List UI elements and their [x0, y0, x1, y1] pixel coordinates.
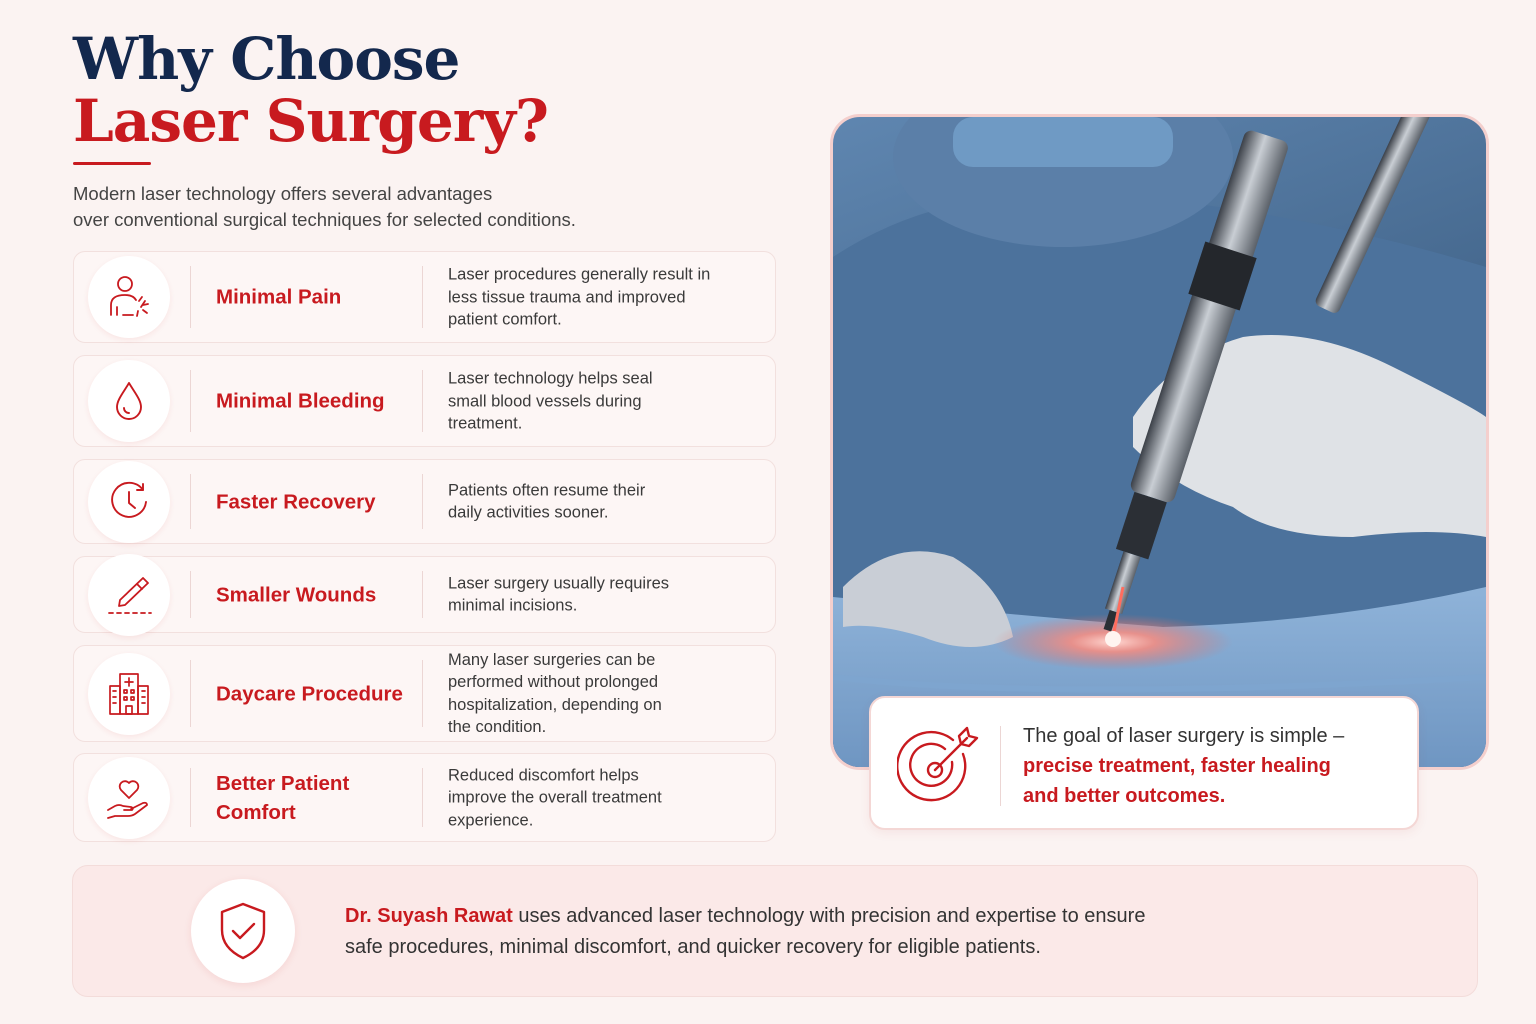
benefit-card-minimal-pain [73, 251, 776, 343]
divider [422, 474, 423, 529]
statement-text: uses advanced laser technology with precision and expertise to ensure [512, 905, 1146, 927]
clock-icon [103, 476, 155, 528]
benefit-card-better-patient-comfort [73, 753, 776, 842]
desc-line: Laser technology helps seal [448, 369, 653, 388]
benefit-label: Daycare Procedure [216, 682, 403, 705]
blood-drop-icon-circle [88, 360, 170, 442]
title-underline [73, 162, 151, 165]
benefit-label: Minimal Bleeding [216, 389, 385, 413]
page-subtitle [73, 181, 693, 233]
clock-icon-circle [88, 461, 170, 543]
benefit-label [216, 769, 416, 827]
label-line: Comfort [216, 800, 296, 824]
target-arrow-icon [897, 722, 985, 810]
desc-line: Laser surgery usually requires [448, 574, 670, 592]
desc-line: improve the overall treatment [448, 788, 662, 807]
benefit-label: Minimal Pain [216, 285, 342, 309]
shield-check-icon-circle [191, 879, 295, 983]
goal-text-highlight-1: precise treatment, faster healing [1023, 755, 1331, 777]
desc-line: experience. [448, 810, 534, 829]
benefit-description [448, 263, 753, 331]
desc-line: small blood vessels during [448, 391, 642, 410]
divider [1000, 726, 1001, 806]
subtitle-line-2: over conventional surgical techniques for selected conditions. [73, 209, 576, 230]
shield-check-icon [210, 898, 276, 964]
divider [190, 571, 191, 618]
doctor-banner [72, 865, 1478, 997]
benefit-card-daycare-procedure [73, 645, 776, 742]
divider [190, 660, 191, 727]
desc-line: daily activities sooner. [448, 503, 609, 522]
laser-surgery-photo [830, 114, 1489, 770]
benefit-card-faster-recovery [73, 459, 776, 544]
benefit-card-smaller-wounds [73, 556, 776, 633]
subtitle-line-1: Modern laser technology offers several advantages [73, 183, 493, 204]
desc-line: Laser procedures generally result in [448, 265, 711, 284]
hospital-icon-circle [88, 653, 170, 735]
desc-line: performed without prolonged [448, 673, 659, 691]
title-line-2: Laser Surgery? [73, 87, 548, 155]
desc-line: treatment. [448, 414, 523, 433]
divider [190, 370, 191, 432]
benefit-card-minimal-bleeding [73, 355, 776, 447]
heart-hand-icon [103, 772, 155, 824]
person-pain-icon-circle [88, 256, 170, 338]
desc-line: Reduced discomfort helps [448, 765, 639, 784]
doctor-statement-line-2: safe procedures, minimal discomfort, and quicker recovery for eligible patients. [345, 936, 1041, 958]
scalpel-icon-circle [88, 554, 170, 636]
desc-line: the condition. [448, 718, 547, 736]
benefit-label: Smaller Wounds [216, 583, 377, 606]
divider [190, 266, 191, 328]
desc-line: hospitalization, depending on [448, 695, 662, 714]
divider [190, 768, 191, 827]
benefit-description [448, 479, 753, 524]
divider [190, 474, 191, 529]
benefit-description [448, 367, 753, 435]
benefit-description [448, 649, 753, 739]
doctor-statement [345, 901, 1245, 963]
desc-line: Many laser surgeries can be [448, 650, 656, 669]
title-line-1: Why Choose [73, 25, 460, 93]
desc-line: Patients often resume their [448, 481, 646, 499]
person-pain-icon [103, 271, 155, 323]
divider [422, 660, 423, 727]
desc-line: patient comfort. [448, 310, 562, 329]
divider [422, 370, 423, 432]
benefit-description [448, 572, 753, 617]
benefit-label: Faster Recovery [216, 490, 376, 513]
page-title [73, 25, 548, 155]
desc-line: minimal incisions. [448, 596, 578, 615]
divider [422, 571, 423, 618]
blood-drop-icon [103, 375, 155, 427]
hospital-icon [103, 668, 155, 720]
goal-text-highlight-2: and better outcomes. [1023, 785, 1226, 807]
doctor-name: Dr. Suyash Rawat [345, 905, 513, 927]
goal-text-plain: The goal of laser surgery is simple – [1023, 725, 1345, 747]
desc-line: less tissue trauma and improved [448, 287, 686, 306]
heart-hand-icon-circle [88, 757, 170, 839]
doctor-statement-line-1 [345, 901, 1245, 932]
scalpel-icon [103, 569, 155, 621]
goal-text [1023, 721, 1403, 811]
benefit-description [448, 764, 753, 832]
label-line: Better Patient [216, 771, 350, 795]
surgery-illustration [833, 117, 1486, 767]
goal-card [869, 696, 1419, 830]
divider [422, 768, 423, 827]
divider [422, 266, 423, 328]
